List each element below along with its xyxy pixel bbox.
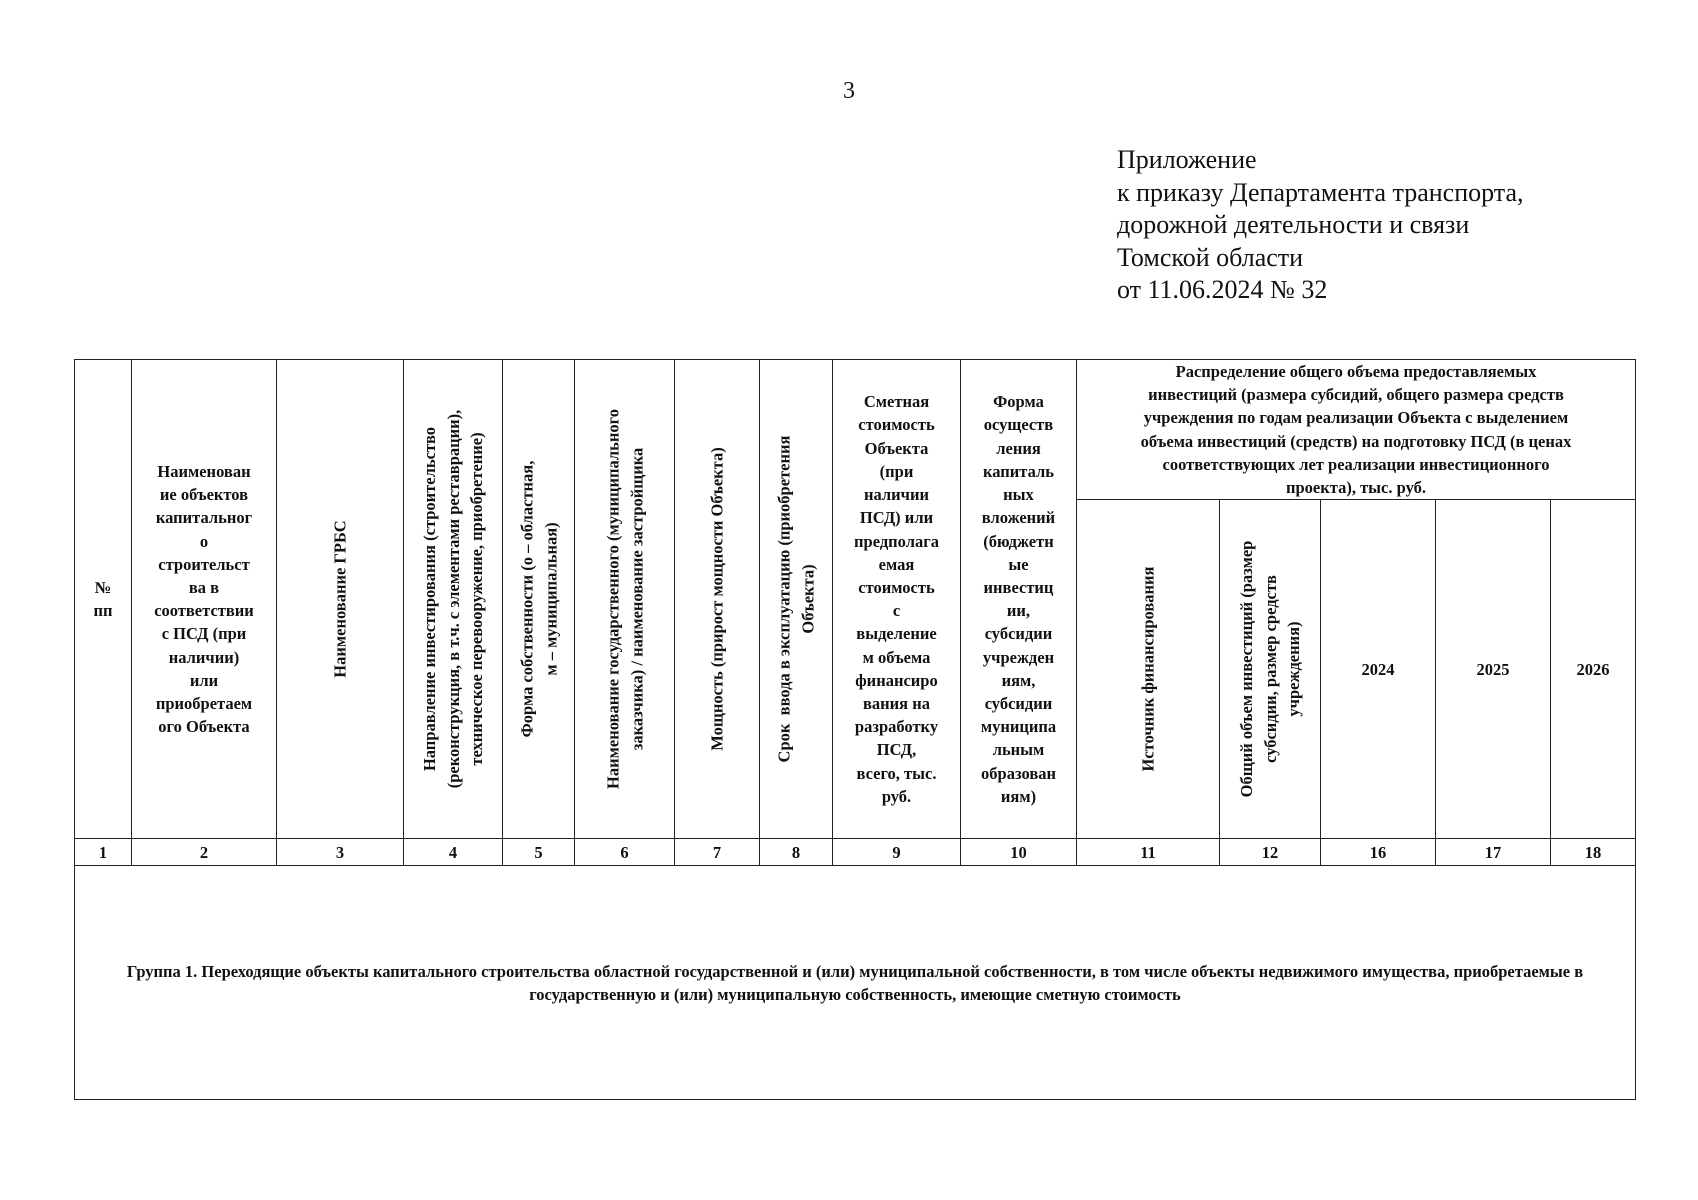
column-number: 8	[760, 839, 833, 866]
appendix-line: Томской области	[1117, 242, 1304, 272]
header-object-name: Наименован ие объектов капитальног о строительст ва в соответствии с ПСД (при наличии) или приобретаем ого Объекта	[132, 360, 277, 839]
column-number: 2	[132, 839, 277, 866]
column-number: 18	[1551, 839, 1636, 866]
column-number: 1	[75, 839, 132, 866]
column-number-row	[75, 839, 1636, 866]
appendix-line: от 11.06.2024 № 32	[1117, 275, 1328, 304]
header-investment-direction: Направление инвестирования (строительство (реконструкция, в т.ч. с элементами реставрации), техническое перевооружение, приобретение)	[404, 360, 503, 839]
appendix-line: дорожной деятельности и связи	[1117, 210, 1470, 239]
column-number: 3	[277, 839, 404, 866]
header-year-2024: 2024	[1321, 500, 1436, 839]
header-row-number: № пп	[75, 360, 132, 839]
header-grbs: Наименование ГРБС	[277, 360, 404, 839]
group-1-caption: Группа 1. Переходящие объекты капитального строительства областной государственной и (или) муниципальной собственности, в том числе объекты недвижимого имущества, приобретаемые в государственную и (или) муниципальную собственность, имеющие сметную стоимость	[75, 866, 1636, 1100]
header-capacity: Мощность (прирост мощности Объекта)	[675, 360, 760, 839]
column-number: 4	[404, 839, 503, 866]
page-number: 3	[843, 78, 855, 104]
header-year-2026: 2026	[1551, 500, 1636, 839]
appendix-line: к приказу Департамента транспорта,	[1117, 177, 1524, 207]
header-total-investment: Общий объем инвестиций (размер субсидии, размер средств учреждения)	[1220, 500, 1321, 839]
column-number: 6	[575, 839, 675, 866]
investment-table	[74, 359, 1636, 1100]
column-number: 12	[1220, 839, 1321, 866]
column-number: 9	[833, 839, 961, 866]
column-number: 11	[1077, 839, 1220, 866]
header-funding-source: Источник финансирования	[1077, 500, 1220, 839]
appendix-block	[1117, 144, 1523, 307]
column-number: 17	[1436, 839, 1551, 866]
column-number: 5	[503, 839, 575, 866]
header-distribution: Распределение общего объема предоставляемых инвестиций (размера субсидий, общего размера средств учреждения по годам реализации Объекта с выделением объема инвестиций (средств) на подготовку ПСД (в ценах соответствующих лет реализации инвестиционного проекта), тыс. руб.	[1077, 360, 1636, 500]
column-number: 7	[675, 839, 760, 866]
header-estimated-cost: Сметная стоимость Объекта (при наличии ПСД) или предполага емая стоимость с выделение м объема финансиро вания на разработку ПСД, всего, тыс. руб.	[833, 360, 961, 839]
header-investment-form: Форма осуществ ления капиталь ных вложений (бюджетн ые инвестиц ии, субсидии учрежден иям, субсидии муниципа льным образован иям)	[961, 360, 1077, 839]
column-number: 16	[1321, 839, 1436, 866]
header-ownership-form: Форма собственности (о – областная, м – муниципальная)	[503, 360, 575, 839]
header-commissioning-date: Срок ввода в эксплуатацию (приобретения Объекта)	[760, 360, 833, 839]
column-number: 10	[961, 839, 1077, 866]
header-customer-name: Наименование государственного (муниципального заказчика) / наименование застройщика	[575, 360, 675, 839]
appendix-line: Приложение	[1117, 145, 1257, 174]
header-year-2025: 2025	[1436, 500, 1551, 839]
